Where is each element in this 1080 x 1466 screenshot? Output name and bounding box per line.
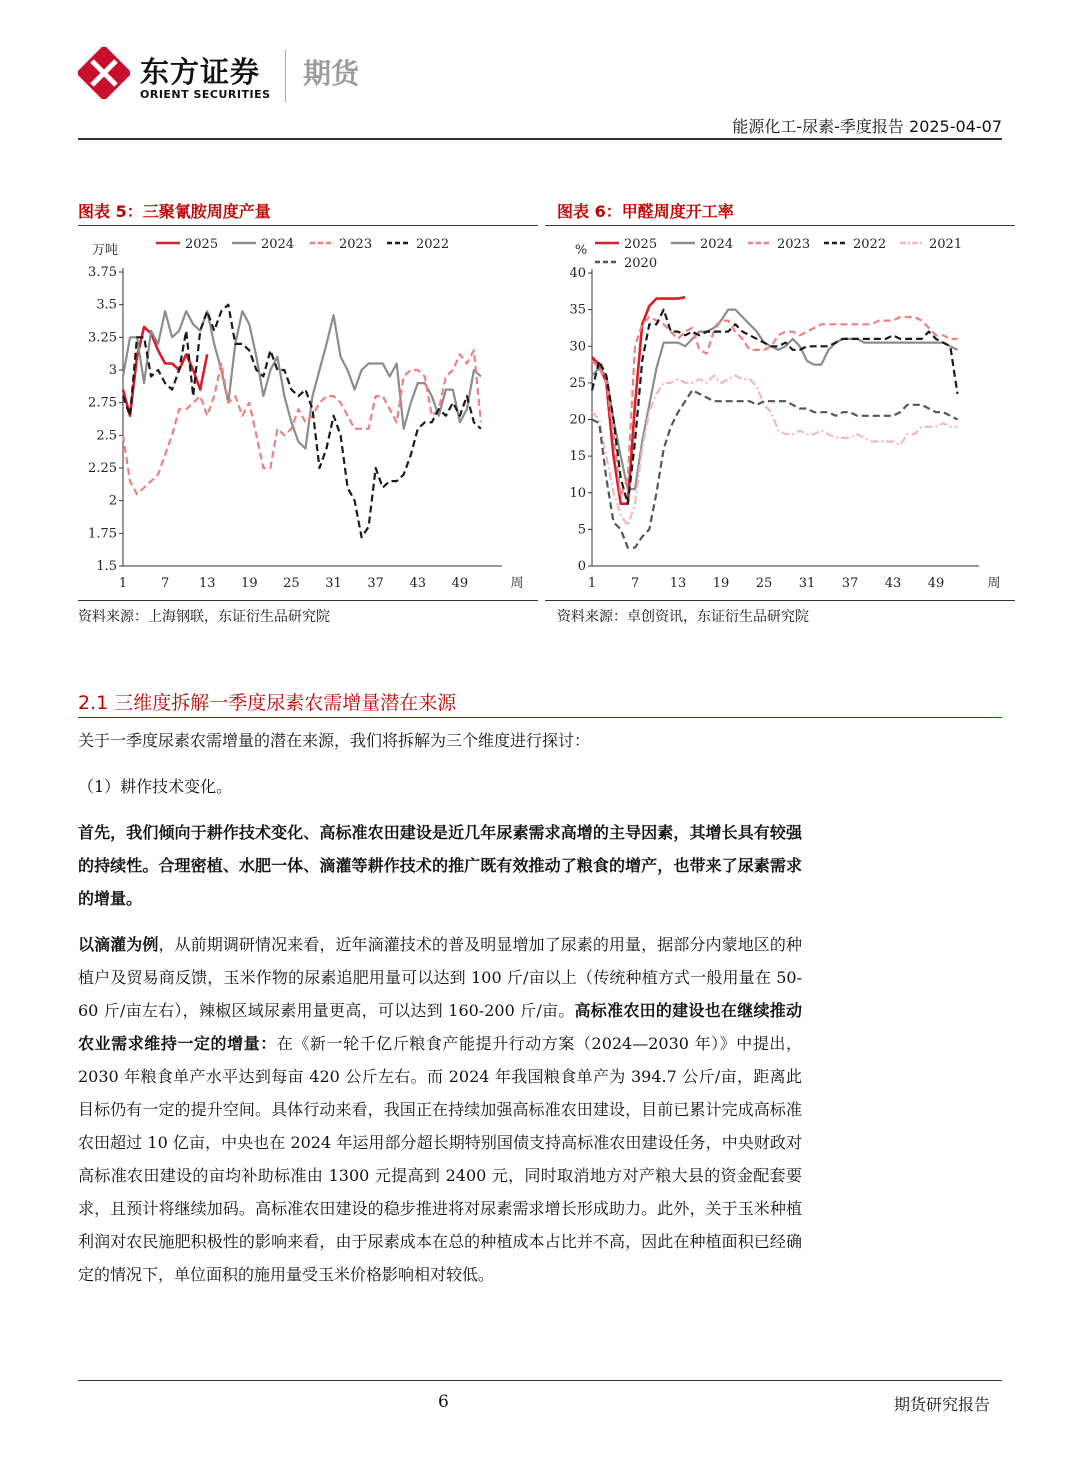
figure5-top-rule <box>78 225 538 226</box>
logo-company-name: 东方证券 <box>140 55 261 89</box>
series-line-2023 <box>123 350 481 494</box>
figure6-title: 图表 6：甲醛周度开工率 <box>557 202 734 221</box>
logo-divider <box>285 50 286 102</box>
x-tick-label: 37 <box>841 576 859 591</box>
orient-securities-logo-icon <box>78 47 130 99</box>
figure5-chart <box>70 228 540 598</box>
x-tick-label: 7 <box>160 576 170 591</box>
y-axis-label: % <box>574 243 588 258</box>
y-tick-label: 5 <box>577 522 586 538</box>
x-tick-label: 13 <box>669 576 687 591</box>
page-header <box>0 0 1080 140</box>
x-tick-label: 7 <box>630 576 640 591</box>
figure5-source: 资料来源：上海钢联，东证衍生品研究院 <box>78 609 330 625</box>
section-rule <box>78 717 1002 718</box>
section-heading: 2.1 三维度拆解一季度尿素农需增量潜在来源 <box>78 692 457 714</box>
y-tick-label: 3 <box>108 363 117 378</box>
y-tick-label: 0 <box>577 559 586 574</box>
x-tick-label: 37 <box>367 576 384 591</box>
y-tick-label: 15 <box>569 449 586 465</box>
legend-label-2023: 2023 <box>777 237 811 252</box>
y-tick-label: 3.25 <box>88 330 117 346</box>
x-tick-label: 25 <box>755 576 773 591</box>
figure6-source: 资料来源：卓创资讯，东证衍生品研究院 <box>557 609 809 625</box>
y-tick-label: 40 <box>569 266 586 281</box>
bold-paragraph: 首先，我们倾向于耕作技术变化、高标准农田建设是近几年尿素需求高增的主导因素，其增长具有较强的持续性。合理密植、水肥一体、滴灌等耕作技术的推广既有效推动了粮食的增产，也带来了尿素需求的增量。 <box>78 823 802 908</box>
subheading-1: （1）耕作技术变化。 <box>78 777 233 796</box>
para-text-1: ，从前期调研情况来看，近年滴灌技术的普及明显增加了尿素的用量，据部分内蒙地区的种植户及贸易商反馈，玉米作物的尿素追肥用量可以达到 100 斤/亩以上（传统种植方式一般用量在 50-60 斤/亩左右），辣椒区域尿素用量更高，可以达到 160-200 斤/亩。 <box>78 935 802 1020</box>
x-tick-label: 1 <box>587 576 597 591</box>
y-tick-label: 1.5 <box>96 559 117 574</box>
y-tick-label: 2.5 <box>96 428 117 444</box>
x-tick-label: 1 <box>118 576 128 591</box>
body-paragraph <box>78 928 802 1291</box>
y-tick-label: 2 <box>108 493 117 509</box>
x-tick-label: 43 <box>884 576 902 591</box>
figure5-bottom-rule <box>78 600 538 601</box>
legend-label-2024: 2024 <box>261 237 295 252</box>
y-tick-label: 3.75 <box>88 265 117 280</box>
report-title: 能源化工-尿素-季度报告 2025-04-07 <box>732 117 1002 136</box>
x-axis-label: 周 <box>987 576 1001 591</box>
legend-label-2025: 2025 <box>624 237 658 252</box>
header-divider <box>78 138 1002 140</box>
logo-english-name: ORIENT SECURITIES <box>140 88 271 101</box>
x-tick-label: 19 <box>241 576 258 591</box>
series-line-2022 <box>592 310 958 504</box>
x-tick-label: 49 <box>451 576 469 591</box>
figure5-title: 图表 5：三聚氰胺周度产量 <box>78 202 271 221</box>
logo-subtitle: 期货 <box>303 57 360 90</box>
legend-label-2025: 2025 <box>185 237 219 252</box>
x-tick-label: 31 <box>798 576 816 591</box>
x-tick-label: 25 <box>283 576 300 591</box>
legend-label-2023: 2023 <box>339 237 373 252</box>
y-tick-label: 1.75 <box>88 526 117 542</box>
x-tick-label: 49 <box>927 576 945 591</box>
series-line-2023 <box>592 317 958 496</box>
x-tick-label: 19 <box>712 576 730 591</box>
x-tick-label: 13 <box>198 576 216 591</box>
y-axis-label: 万吨 <box>91 243 119 258</box>
page-number: 6 <box>438 1392 449 1412</box>
y-tick-label: 35 <box>569 302 586 318</box>
x-tick-label: 31 <box>325 576 342 591</box>
figure6-chart <box>545 228 1015 598</box>
legend-label-2021: 2021 <box>929 237 963 252</box>
intro-paragraph: 关于一季度尿素农需增量的潜在来源，我们将拆解为三个维度进行探讨： <box>78 731 591 750</box>
legend-label-2022: 2022 <box>853 237 887 252</box>
y-tick-label: 30 <box>569 339 586 355</box>
y-tick-label: 10 <box>569 485 586 501</box>
footer-divider <box>78 1380 1002 1381</box>
para-bold-sentence: 高标准农田的建设也在继续推动农业需求维持一定的增量： <box>78 1001 802 1053</box>
figure6-bottom-rule <box>545 600 1015 601</box>
x-tick-label: 43 <box>409 576 427 591</box>
legend-label-2024: 2024 <box>700 237 734 252</box>
legend-label-2022: 2022 <box>416 237 450 252</box>
series-line-2021 <box>592 376 958 526</box>
x-axis-label: 周 <box>510 576 524 591</box>
legend-label-2020: 2020 <box>624 256 658 271</box>
para-lead: 以滴灌为例 <box>78 935 159 954</box>
y-tick-label: 2.75 <box>88 395 117 411</box>
footer-label: 期货研究报告 <box>893 1395 990 1414</box>
y-tick-label: 3.5 <box>96 297 117 313</box>
y-tick-label: 2.25 <box>88 461 117 476</box>
para-text-2: 在《新一轮千亿斤粮食产能提升行动方案（2024—2030 年）》中提出，2030 年粮食单产水平达到每亩 420 公斤左右。而 2024 年我国粮食单产为 394.7 公斤/亩，距离此目标仍有一定的提升空间。具体行动来看，我国正在持续加强高标准农田建设，目前已累计完成高标准农田超过 10 亿亩，中央也在 2024 年运用部分超长期特别国债支持高标准农田建设任务，中央财政对高标准农田建设的亩均补助标准由 1300 元提高到 2400 元，同时取消地方对产粮大县的资金配套要求，且预计将继续加码。高标准农田建设的稳步推进将对尿素需求增长形成助力。此外，关于玉米种植利润对农民施肥积极性的影响来看，由于尿素成本在总的种植成本占比并不高，因此在种植面积已经确定的情况下，单位面积的施用量受玉米价格影响相对较低。 <box>78 1034 802 1284</box>
y-tick-label: 20 <box>569 412 586 428</box>
figure6-top-rule <box>545 225 1015 226</box>
y-tick-label: 25 <box>569 375 586 391</box>
